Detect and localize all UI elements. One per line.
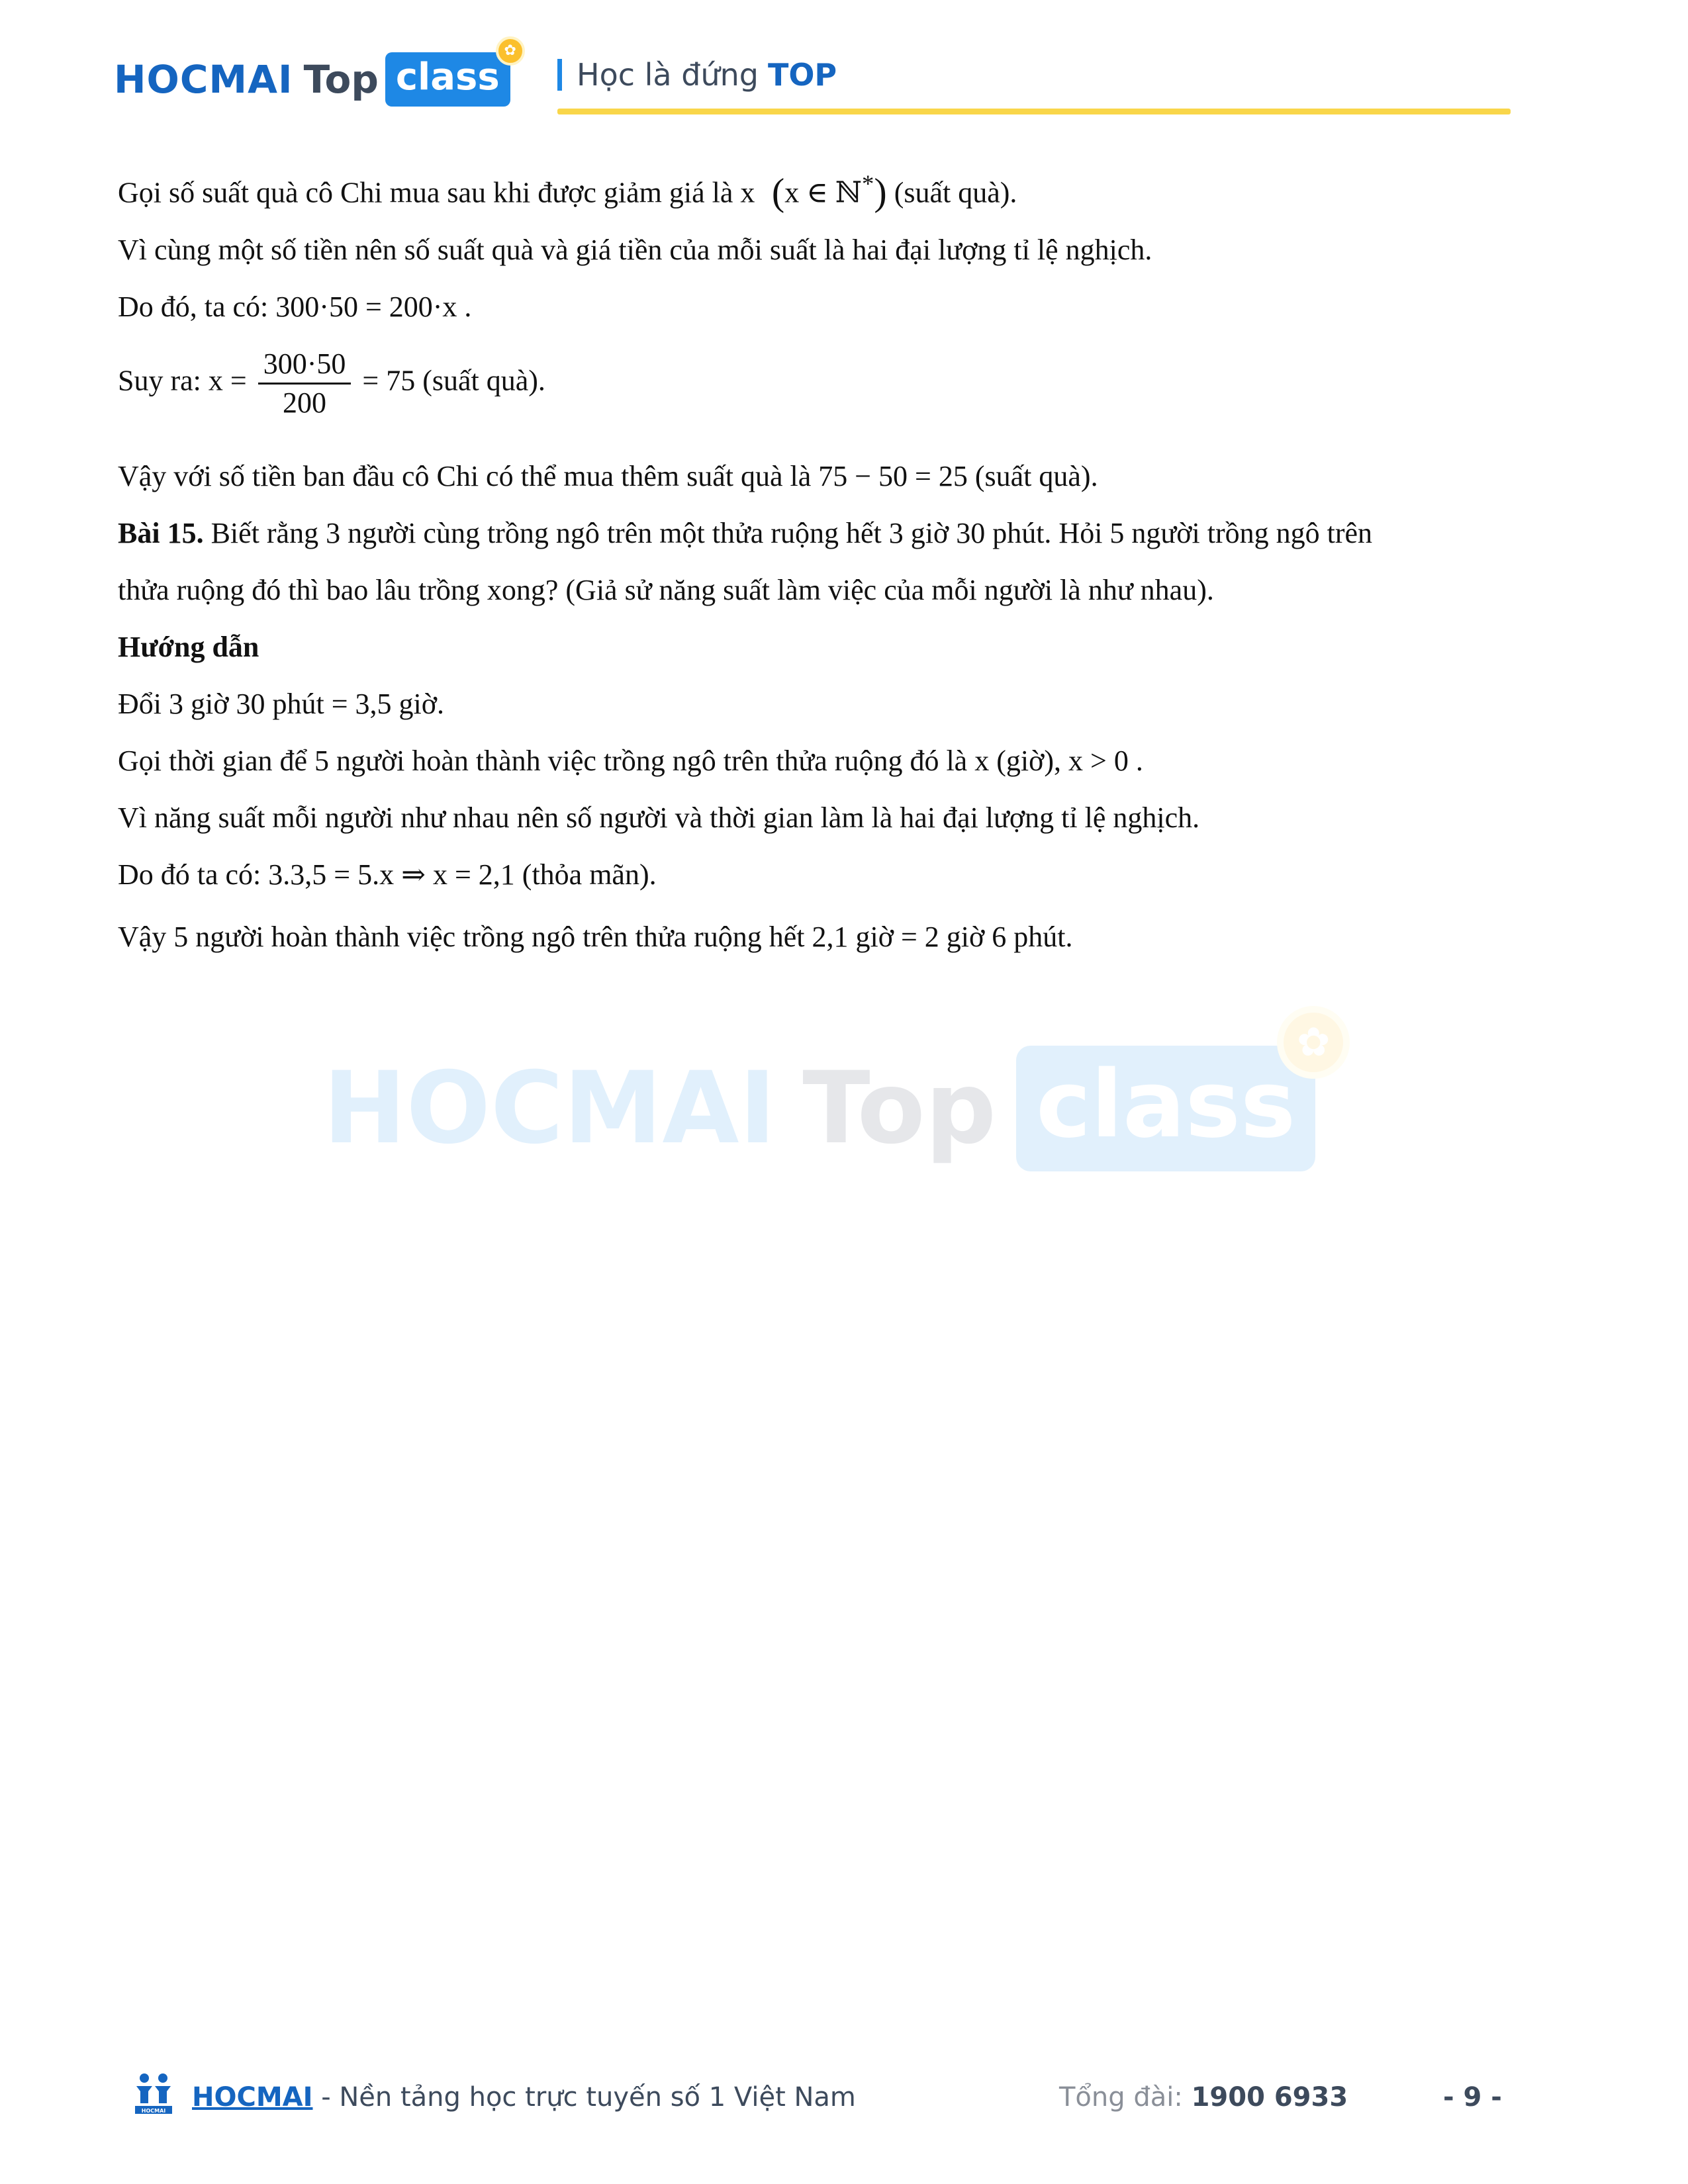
paragraph-line bbox=[118, 457, 1098, 496]
hotline-number: 1900 6933 bbox=[1191, 2082, 1348, 2113]
footer-brand-line bbox=[192, 2082, 856, 2113]
text: Suy ra: bbox=[118, 364, 209, 397]
paragraph-line bbox=[118, 855, 657, 895]
math-expression: 300·50 = 200·x . bbox=[275, 291, 472, 323]
math-lhs: x = bbox=[208, 364, 247, 397]
slogan-top: TOP bbox=[767, 57, 837, 93]
hocmai-topclass-logo bbox=[114, 42, 516, 113]
paragraph-line bbox=[118, 287, 471, 327]
watermark-hocmai: HOCMAI bbox=[323, 1051, 776, 1166]
text: Gọi số suất quà cô Chi mua sau khi được giảm giá là bbox=[118, 176, 741, 209]
math-expression: 75 − 50 = 25 bbox=[818, 460, 968, 492]
header-underline bbox=[557, 109, 1511, 114]
math-superscript: * bbox=[862, 170, 874, 197]
footer-icon-label: HOCMAI bbox=[141, 2108, 166, 2114]
unit-text: (suất quà). bbox=[422, 364, 545, 397]
paren-open: ( bbox=[762, 170, 785, 214]
logo-hocmai-text: HOCMAI bbox=[114, 57, 293, 102]
unit-text: (thỏa mãn). bbox=[522, 858, 657, 891]
logo-top-text: Top bbox=[303, 57, 379, 102]
paragraph-line: Vì cùng một số tiền nên số suất quà và giá tiền của mỗi suất là hai đại lượng tỉ lệ nghịch. bbox=[118, 234, 1152, 266]
math-expression: 3.3,5 = 5.x ⇒ x = 2,1 bbox=[268, 858, 515, 891]
paragraph-line: Vì năng suất mỗi người như nhau nên số người và thời gian làm là hai đại lượng tỉ lệ nghịch. bbox=[118, 801, 1200, 834]
star-icon: ✿ bbox=[1277, 1006, 1350, 1079]
exercise-line: thửa ruộng đó thì bao lâu trồng xong? (Giả sử năng suất làm việc của mỗi người là như nhau). bbox=[118, 574, 1214, 606]
footer-hotline bbox=[1059, 2082, 1348, 2113]
section-heading bbox=[118, 627, 259, 667]
footer-tagline: - Nền tảng học trực tuyến số 1 Việt Nam bbox=[312, 2082, 856, 2113]
exercise-line bbox=[118, 514, 1372, 553]
heading-text: Hướng dẫn bbox=[118, 631, 259, 663]
fraction-numerator: 300·50 bbox=[258, 345, 352, 385]
paren-close: ) bbox=[874, 170, 887, 214]
math-expression: x (giờ), x > 0 . bbox=[974, 745, 1143, 777]
header-slogan bbox=[557, 57, 837, 93]
math-var: x bbox=[740, 176, 755, 209]
star-icon: ✿ bbox=[496, 36, 525, 66]
hocmai-people-icon bbox=[130, 2069, 177, 2116]
math-rhs: = 75 bbox=[362, 364, 416, 397]
paragraph-line bbox=[118, 741, 1143, 781]
slogan-divider bbox=[557, 59, 562, 91]
page-footer bbox=[0, 2065, 1688, 2131]
fraction bbox=[258, 345, 352, 422]
page-header bbox=[0, 0, 1688, 119]
logo-class-text: class bbox=[385, 52, 510, 107]
unit-text: (suất quà). bbox=[974, 460, 1098, 492]
watermark-logo bbox=[323, 1019, 1331, 1171]
slogan-prefix: Học là đứng bbox=[577, 57, 759, 93]
watermark-class: class bbox=[1016, 1046, 1315, 1171]
math-condition: x ∈ ℕ bbox=[784, 176, 863, 209]
fraction-denominator: 200 bbox=[283, 387, 327, 419]
text: Do đó, ta có: bbox=[118, 291, 276, 323]
paragraph-line-fraction bbox=[118, 345, 545, 422]
text: Vậy với số tiền ban đầu cô Chi có thể mua thêm suất quà là bbox=[118, 460, 819, 492]
page-number: - 9 - bbox=[1443, 2082, 1502, 2113]
exercise-label: Bài 15. bbox=[118, 517, 204, 549]
paragraph-line bbox=[118, 164, 1017, 213]
text: Do đó ta có: bbox=[118, 858, 269, 891]
exercise-text: Biết rằng 3 người cùng trồng ngô trên một thửa ruộng hết 3 giờ 30 phút. Hỏi 5 người trồng ngô trên bbox=[203, 517, 1373, 549]
logo-class-badge bbox=[385, 42, 516, 107]
unit-text: (suất quà). bbox=[894, 176, 1017, 209]
paragraph-line: Đổi 3 giờ 30 phút = 3,5 giờ. bbox=[118, 688, 445, 720]
paragraph-line: Vậy 5 người hoàn thành việc trồng ngô trên thửa ruộng hết 2,1 giờ = 2 giờ 6 phút. bbox=[118, 921, 1073, 953]
watermark-top: Top bbox=[802, 1051, 997, 1166]
footer-brand-link[interactable]: HOCMAI bbox=[192, 2082, 313, 2113]
hotline-label: Tổng đài: bbox=[1059, 2082, 1192, 2113]
text: Gọi thời gian để 5 người hoàn thành việc trồng ngô trên thửa ruộng đó là bbox=[118, 745, 975, 777]
watermark-class-badge bbox=[1016, 1019, 1331, 1171]
